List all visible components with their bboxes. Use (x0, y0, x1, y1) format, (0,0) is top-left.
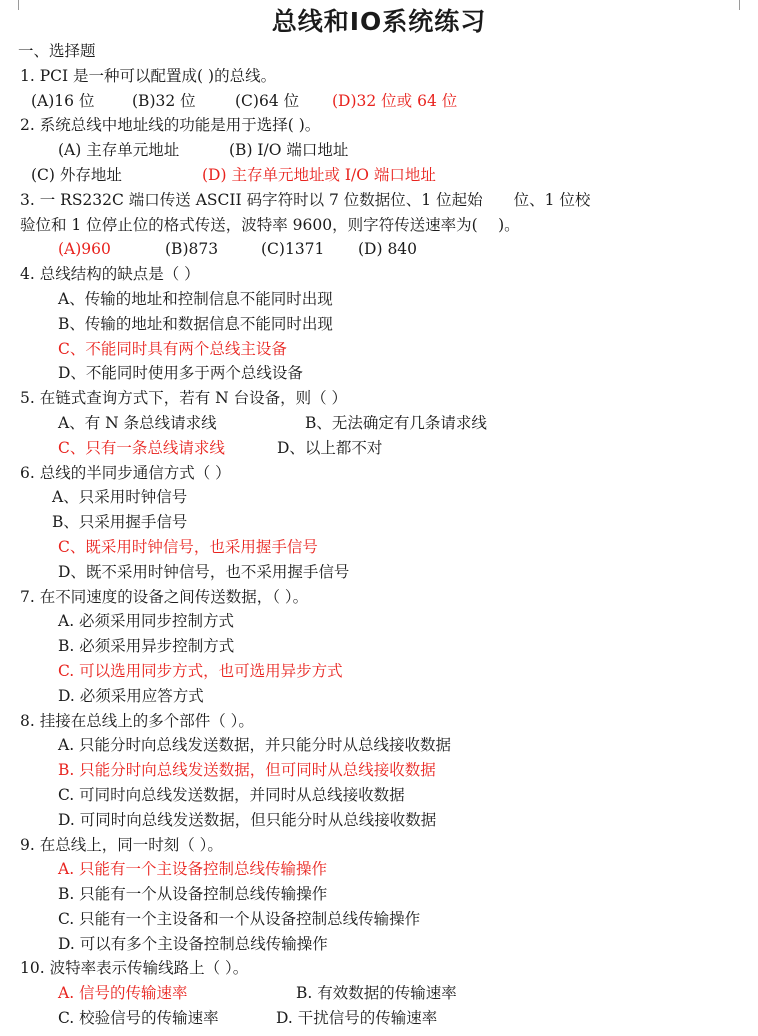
question-9-option-a: A. 只能有一个主设备控制总线传输操作 (58, 860, 328, 879)
page-title: 总线和IO系统练习 (271, 7, 487, 36)
question-2-option-c: (C) 外存地址 (31, 165, 122, 184)
question-2-options-row-2 (0, 163, 758, 188)
question-4-option-d: D、不能同时使用多于两个总线设备 (58, 364, 303, 383)
question-1-option-a: (A)16 位 (31, 91, 95, 110)
question-10-option-a: A. 信号的传输速率 (58, 984, 188, 1003)
question-3-stem-line-1: 3. 一 RS232C 端口传送 ASCII 码字符时以 7 位数据位、1 位起始 位、1 位校 (20, 190, 591, 209)
question-5-option-a: A、有 N 条总线请求线 (58, 413, 217, 432)
question-5-options-row-1 (0, 411, 758, 436)
question-5-stem: 5. 在链式查询方式下，若有 N 台设备，则（ ） (20, 389, 348, 408)
question-4-stem: 4. 总线结构的缺点是（ ） (20, 265, 200, 284)
question-4-option-a: A、传输的地址和控制信息不能同时出现 (58, 289, 333, 308)
question-6-option-c: C、既采用时钟信号，也采用握手信号 (58, 537, 318, 556)
question-7-option-c: C. 可以选用同步方式，也可选用异步方式 (58, 661, 343, 680)
question-2-option-b: (B) I/O 端口地址 (229, 141, 349, 160)
question-3-option-d: (D) 840 (358, 240, 418, 259)
question-2-option-d: (D) 主存单元地址或 I/O 端口地址 (202, 165, 436, 184)
question-6-option-a: A、只采用时钟信号 (52, 488, 188, 507)
question-list (0, 39, 758, 1031)
question-4-option-b: B、传输的地址和数据信息不能同时出现 (58, 314, 333, 333)
question-8-option-a: A. 只能分时向总线发送数据，并只能分时从总线接收数据 (58, 736, 452, 755)
question-9-option-c: C. 只能有一个主设备和一个从设备控制总线传输操作 (58, 909, 421, 928)
question-6-stem: 6. 总线的半同步通信方式（ ） (20, 463, 231, 482)
question-3-stem-line-2: 验位和 1 位停止位的格式传送，波特率 9600，则字符传送速率为( )。 (20, 215, 520, 234)
question-9-stem: 9. 在总线上，同一时刻（ ）。 (20, 835, 223, 854)
question-10-stem: 10. 波特率表示传输线路上（ ）。 (20, 959, 249, 978)
section-heading: 一、选择题 (18, 42, 96, 60)
question-7-option-a: A. 必须采用同步控制方式 (58, 612, 235, 631)
question-4-option-c: C、不能同时具有两个总线主设备 (58, 339, 287, 358)
question-8-option-d: D. 可同时向总线发送数据，但只能分时从总线接收数据 (58, 810, 437, 829)
question-1-option-b: (B)32 位 (132, 91, 196, 110)
question-5-option-d: D、以上都不对 (277, 438, 383, 457)
question-8-option-b: B. 只能分时向总线发送数据，但可同时从总线接收数据 (58, 761, 436, 780)
question-7-option-b: B. 必须采用异步控制方式 (58, 637, 235, 656)
question-3-option-b: (B)873 (165, 240, 219, 259)
question-2-options-row-1 (0, 138, 758, 163)
question-7-option-d: D. 必须采用应答方式 (58, 686, 204, 705)
question-10-option-c: C. 校验信号的传输速率 (58, 1009, 219, 1028)
question-1-option-d: (D)32 位或 64 位 (332, 91, 458, 110)
question-2-stem: 2. 系统总线中地址线的功能是用于选择( )。 (20, 116, 321, 135)
question-9-option-d: D. 可以有多个主设备控制总线传输操作 (58, 934, 328, 953)
question-1-option-c: (C)64 位 (235, 91, 300, 110)
question-10-option-d: D. 干扰信号的传输速率 (276, 1009, 438, 1028)
question-3-option-a: (A)960 (58, 240, 111, 259)
question-10-options-row-1 (0, 981, 758, 1006)
question-9-option-b: B. 只能有一个从设备控制总线传输操作 (58, 885, 328, 904)
question-1-options (0, 89, 758, 114)
question-8-option-c: C. 可同时向总线发送数据，并同时从总线接收数据 (58, 785, 405, 804)
question-8-stem: 8. 挂接在总线上的多个部件（ ）。 (20, 711, 254, 730)
question-6-option-d: D、既不采用时钟信号，也不采用握手信号 (58, 562, 350, 581)
question-10-options-row-2 (0, 1006, 758, 1031)
question-3-options (0, 237, 758, 262)
question-5-option-c: C、只有一条总线请求线 (58, 438, 225, 457)
question-5-options-row-2 (0, 436, 758, 461)
question-7-stem: 7. 在不同速度的设备之间传送数据，（ ）。 (20, 587, 309, 606)
question-2-option-a: (A) 主存单元地址 (58, 141, 180, 160)
question-3-option-c: (C)1371 (261, 240, 325, 259)
question-6-option-b: B、只采用握手信号 (52, 513, 188, 532)
question-1-stem: 1. PCI 是一种可以配置成( )的总线。 (20, 66, 277, 85)
question-5-option-b: B、无法确定有几条请求线 (305, 413, 487, 432)
question-10-option-b: B. 有效数据的传输速率 (296, 984, 457, 1003)
